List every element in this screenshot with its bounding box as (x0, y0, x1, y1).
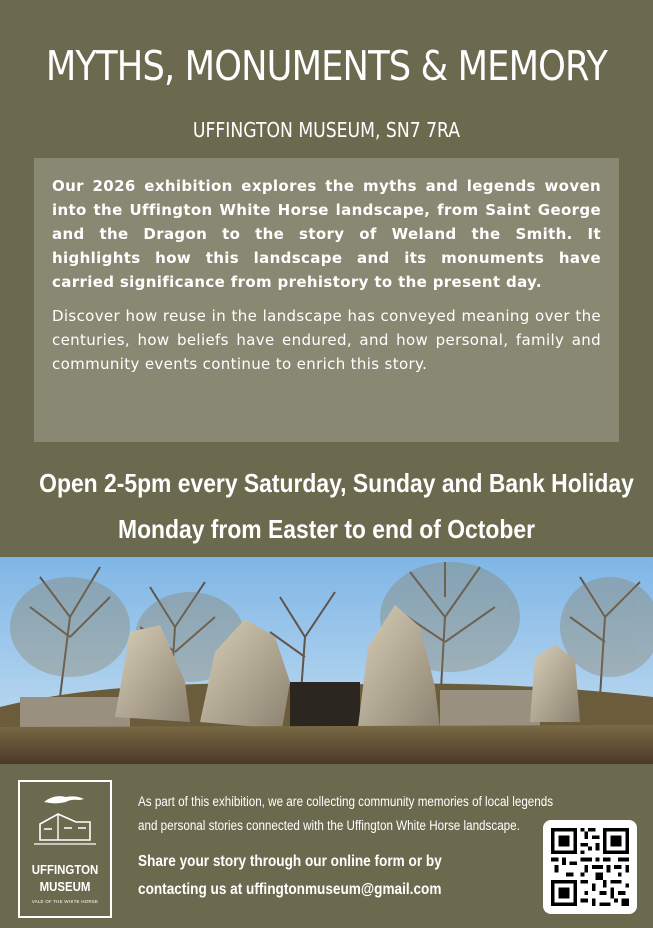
opening-hours (0, 460, 653, 552)
white-horse-house-icon (20, 782, 110, 854)
logo-name-line1: UFFINGTON (31, 862, 99, 877)
footer-text (138, 790, 554, 904)
museum-logo (18, 780, 112, 918)
intro-bold-paragraph: Our 2026 exhibition explores the myths and legends woven into the Uffington White Horse landscape, from Saint George and the Dragon to the story of Weland the Smith. It highlights how this landscape and its monuments have carried significance from prehistory to the present day. (52, 177, 601, 291)
logo-name-line2: MUSEUM (39, 879, 91, 894)
standing-stones-photo (0, 557, 653, 764)
collect-line2: and personal stories connected with the Uffington White Horse landscape. (138, 818, 520, 833)
page-title: MYTHS, MONUMENTS & MEMORY (45, 42, 608, 90)
logo-tagline: VALE OF THE WHITE HORSE (31, 899, 99, 904)
intro-paragraph: Discover how reuse in the landscape has conveyed meaning over the centuries, how beliefs have endured, and how personal, family and community events continue to enrich this story. (52, 307, 601, 373)
qr-code-icon (551, 828, 629, 906)
share-block (138, 848, 548, 904)
qr-code[interactable] (543, 820, 637, 914)
share-line2: contacting us at uffingtonmuseum@gmail.com (138, 881, 442, 898)
share-line1: Share your story through our online form or by (138, 853, 442, 870)
opening-hours-line2: Monday from Easter to end of October (118, 514, 535, 544)
collect-line1: As part of this exhibition, we are collecting community memories of local legends (138, 794, 554, 809)
venue-subtitle: UFFINGTON MUSEUM, SN7 7RA (192, 118, 461, 142)
intro-box (34, 158, 619, 442)
opening-hours-line1: Open 2-5pm every Saturday, Sunday and Bank Holiday (39, 468, 634, 498)
